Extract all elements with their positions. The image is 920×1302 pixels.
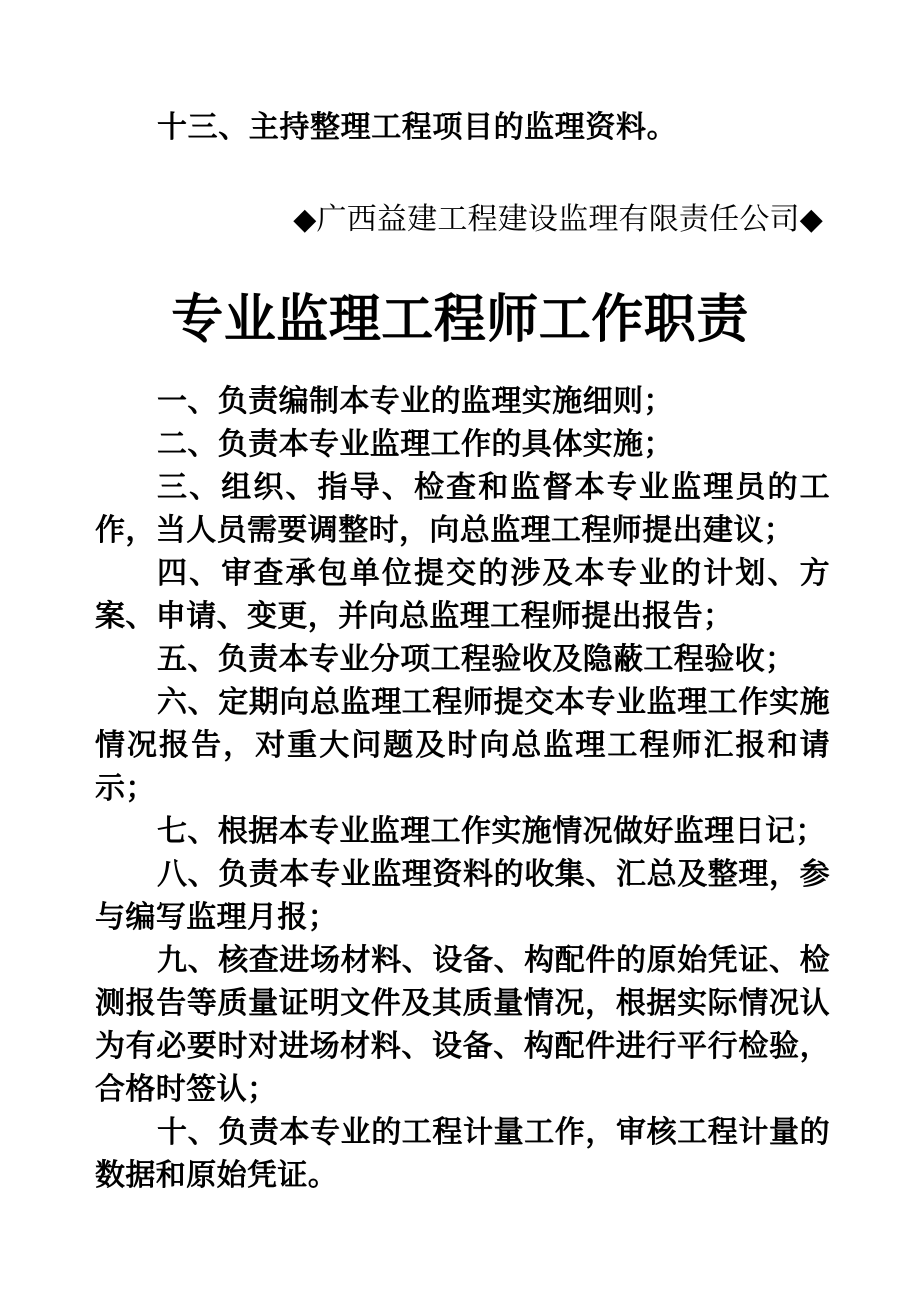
list-item: 七、根据本专业监理工作实施情况做好监理日记；	[157, 815, 826, 848]
list-item: 二、负责本专业监理工作的具体实施；	[157, 428, 674, 461]
continued-list-item: 十三、主持整理工程项目的监理资料。	[157, 111, 678, 144]
responsibilities-list	[95, 380, 830, 1197]
list-item: 十、负责本专业的工程计量工作，审核工程计量的数据和原始凭证。	[95, 1116, 830, 1192]
list-item: 五、负责本专业分项工程验收及隐蔽工程验收；	[157, 643, 796, 676]
list-item: 四、审查承包单位提交的涉及本专业的计划、方案、申请、变更，并向总监理工程师提出报告；	[95, 557, 830, 633]
list-item: 六、定期向总监理工程师提交本专业监理工作实施情况报告，对重大问题及时向总监理工程师汇报和请示；	[95, 686, 830, 805]
list-item: 九、核查进场材料、设备、构配件的原始凭证、检测报告等质量证明文件及其质量情况，根据实际情况认为有必要时对进场材料、设备、构配件进行平行检验，合格时签认；	[95, 944, 830, 1106]
list-item: 八、负责本专业监理资料的收集、汇总及整理，参与编写监理月报；	[95, 858, 830, 934]
company-banner: ◆广西益建工程建设监理有限责任公司◆	[293, 203, 823, 236]
list-item: 三、组织、指导、检查和监督本专业监理员的工作，当人员需要调整时，向总监理工程师提出建议；	[95, 471, 830, 547]
list-item: 一、负责编制本专业的监理实施细则；	[157, 385, 674, 418]
page-title: 专业监理工程师工作职责	[171, 290, 749, 349]
